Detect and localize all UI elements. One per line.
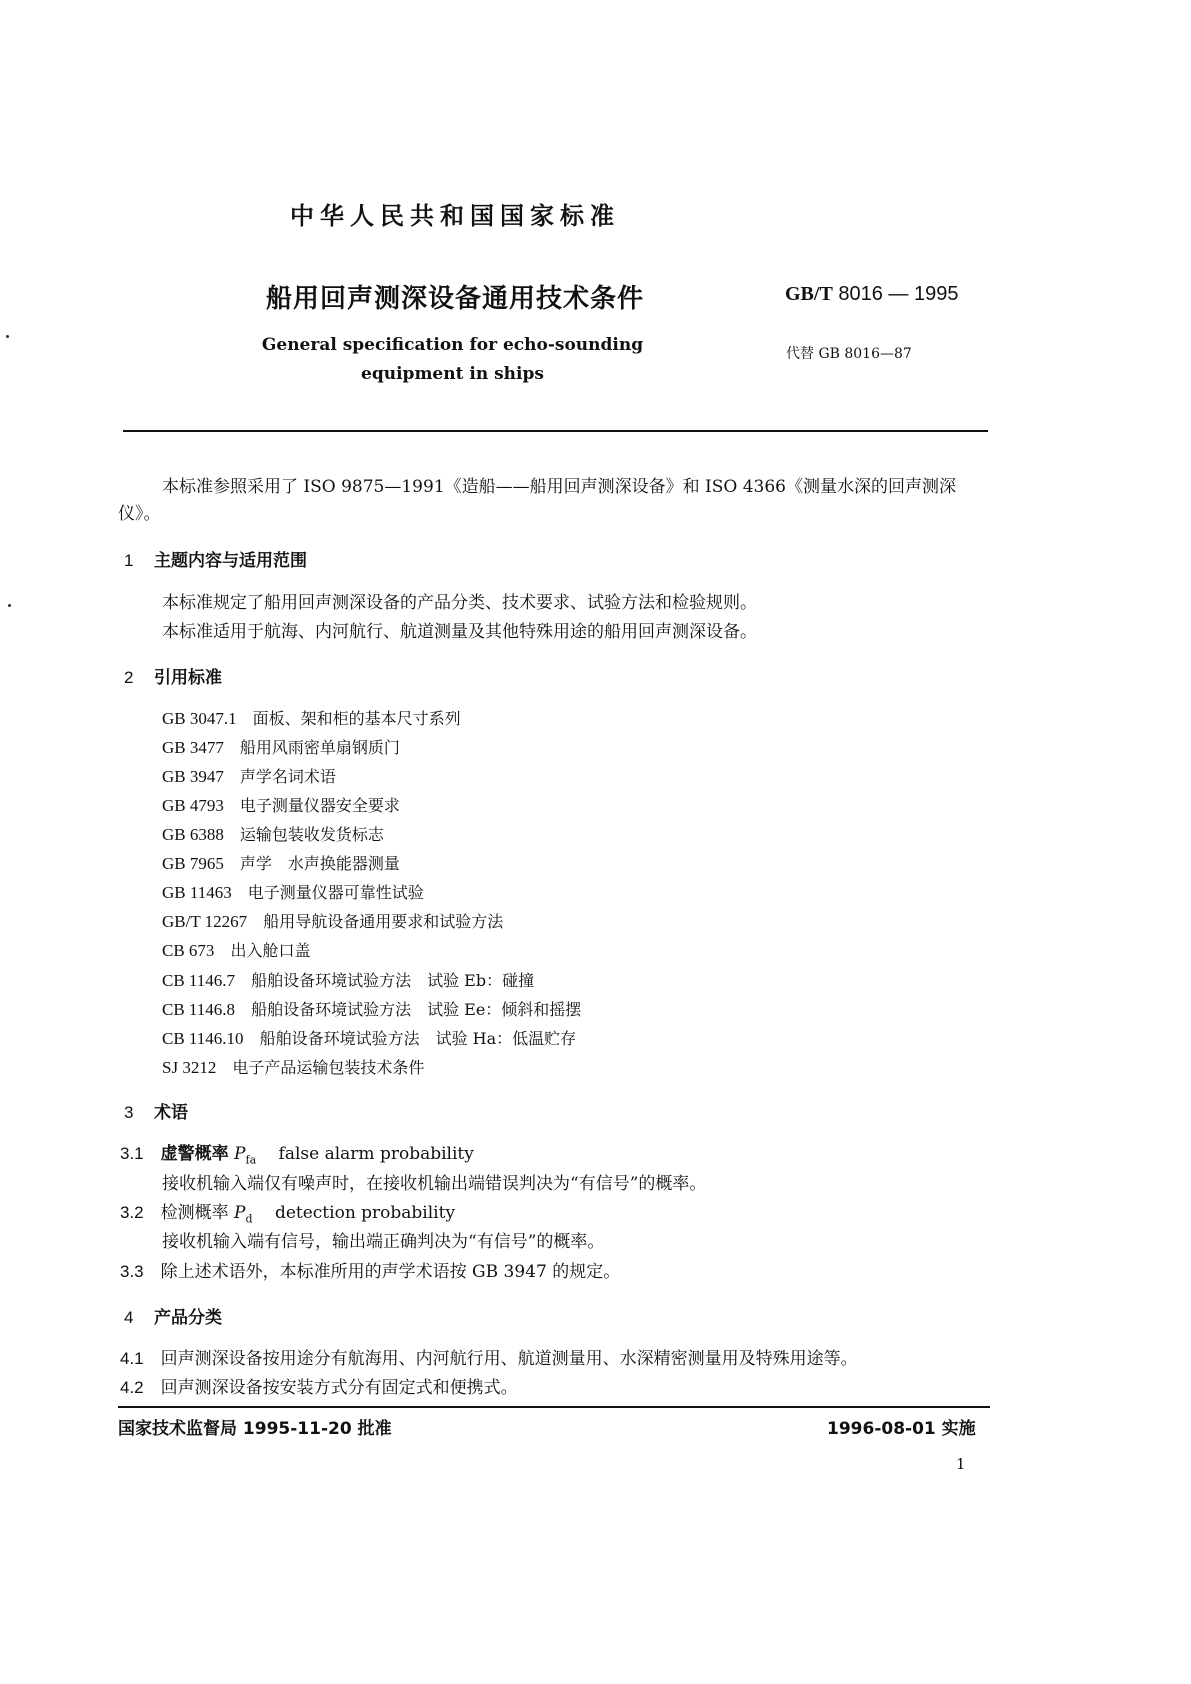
section-title: 产品分类 [154, 1308, 222, 1328]
reference-code: GB 6388 [162, 825, 224, 844]
reference-item [162, 735, 400, 758]
reference-code: GB 3047.1 [162, 709, 237, 728]
reference-item [162, 968, 534, 991]
reference-title: 电子产品运输包装技术条件 [232, 1058, 425, 1077]
reference-code: CB 1146.10 [162, 1029, 244, 1048]
term-3-1 [120, 1141, 474, 1173]
standard-prefix: GB/T [785, 283, 833, 305]
term-name: 虚警概率 [160, 1144, 229, 1164]
section-4-heading [124, 1303, 222, 1328]
reference-item [162, 880, 424, 903]
reference-title: 船舶设备环境试验方法 试验 Eb：碰撞 [251, 971, 535, 990]
reference-code: GB 3947 [162, 767, 224, 786]
section-1-para-2: 本标准适用于航海、内河航行、航道测量及其他特殊用途的船用回声测深设备。 [162, 622, 757, 642]
section-title: 术语 [154, 1103, 188, 1123]
term-3-3 [120, 1259, 620, 1285]
term-english: detection probability [274, 1203, 456, 1223]
reference-title: 船用导航设备通用要求和试验方法 [263, 912, 504, 931]
term-symbol-subscript: d [245, 1212, 253, 1226]
reference-title: 船舶设备环境试验方法 试验 Ha：低温贮存 [259, 1029, 577, 1048]
term-symbol: P [234, 1144, 246, 1164]
term-symbol: P [234, 1203, 246, 1223]
reference-code: CB 1146.7 [162, 971, 236, 990]
item-number: 4.2 [120, 1378, 144, 1397]
reference-item [162, 1026, 576, 1049]
item-text: 回声测深设备按安装方式分有固定式和便携式。 [160, 1378, 518, 1398]
section-3-heading [124, 1098, 188, 1123]
section-1-heading [124, 546, 307, 571]
section-number: 4 [124, 1308, 134, 1327]
national-standard-heading: 中华人民共和国国家标准 [290, 202, 620, 230]
page-title: 船用回声测深设备通用技术条件 [265, 284, 644, 314]
english-title-line2: equipment in ships [361, 364, 544, 384]
reference-code: GB/T 12267 [162, 912, 248, 931]
reference-code: CB 673 [162, 941, 215, 960]
item-4-1 [120, 1346, 858, 1372]
reference-item [162, 764, 336, 787]
reference-code: CB 1146.8 [162, 1000, 236, 1019]
reference-title: 出入舱口盖 [230, 941, 311, 960]
term-3-1-definition: 接收机输入端仅有噪声时，在接收机输出端错误判决为“有信号”的概率。 [162, 1174, 707, 1194]
english-title [0, 331, 905, 389]
reference-code: SJ 3212 [162, 1058, 217, 1077]
reference-title: 声学名词术语 [239, 767, 336, 786]
term-english: false alarm probability [278, 1144, 474, 1164]
section-number: 1 [124, 551, 134, 570]
reference-item [162, 822, 384, 845]
reference-code: GB 7965 [162, 854, 224, 873]
reference-item [162, 997, 581, 1020]
header-divider [123, 430, 988, 432]
reference-item [162, 1055, 424, 1078]
section-number: 3 [124, 1103, 134, 1122]
item-text: 回声测深设备按用途分有航海用、内河航行用、航道测量用、水深精密测量用及特殊用途等。 [160, 1349, 858, 1369]
intro-paragraph: 本标准参照采用了 ISO 9875—1991《造船——船用回声测深设备》和 ISO 4366《测量水深的回声测深仪》。 [118, 477, 957, 524]
effective-date: 1996-08-01 实施 [827, 1419, 976, 1439]
term-name: 检测概率 [160, 1203, 229, 1223]
reference-item [162, 938, 310, 961]
item-number: 4.1 [120, 1349, 144, 1368]
term-text: 除上述术语外，本标准所用的声学术语按 GB 3947 的规定。 [160, 1262, 621, 1282]
term-number: 3.1 [120, 1144, 144, 1163]
item-4-2 [120, 1375, 518, 1401]
term-number: 3.2 [120, 1203, 144, 1222]
section-1-para-1: 本标准规定了船用回声测深设备的产品分类、技术要求、试验方法和检验规则。 [162, 593, 757, 613]
term-3-2-definition: 接收机输入端有信号，输出端正确判决为“有信号”的概率。 [162, 1232, 605, 1252]
term-3-2 [120, 1200, 455, 1232]
reference-item [162, 851, 400, 874]
scan-speck [8, 604, 11, 607]
section-title: 主题内容与适用范围 [154, 551, 307, 571]
reference-item [162, 909, 503, 932]
reference-item [162, 706, 461, 729]
reference-title: 船舶设备环境试验方法 试验 Ee：倾斜和摇摆 [251, 1000, 582, 1019]
english-title-line1: General specification for echo-sounding [261, 335, 644, 355]
term-symbol-subscript: fa [245, 1153, 257, 1167]
replaces-note: 代替 GB 8016—87 [786, 346, 912, 362]
reference-title: 面板、架和柜的基本尺寸系列 [252, 709, 461, 728]
reference-title: 电子测量仪器安全要求 [239, 796, 400, 815]
reference-code: GB 4793 [162, 796, 224, 815]
term-number: 3.3 [120, 1262, 144, 1281]
reference-code: GB 11463 [162, 883, 232, 902]
reference-title: 电子测量仪器可靠性试验 [247, 883, 424, 902]
reference-code: GB 3477 [162, 738, 224, 757]
reference-title: 船用风雨密单扇钢质门 [239, 738, 400, 757]
section-2-heading [124, 663, 222, 688]
section-number: 2 [124, 668, 134, 687]
section-title: 引用标准 [154, 668, 222, 688]
standard-number [785, 283, 958, 306]
approval-date: 国家技术监督局 1995-11-20 批准 [118, 1419, 392, 1439]
page-number: 1 [956, 1455, 966, 1473]
reference-item [162, 793, 400, 816]
reference-title: 声学 水声换能器测量 [239, 854, 400, 873]
footer-divider [118, 1406, 990, 1408]
reference-title: 运输包装收发货标志 [239, 825, 384, 844]
standard-code: 8016 — 1995 [838, 283, 959, 305]
